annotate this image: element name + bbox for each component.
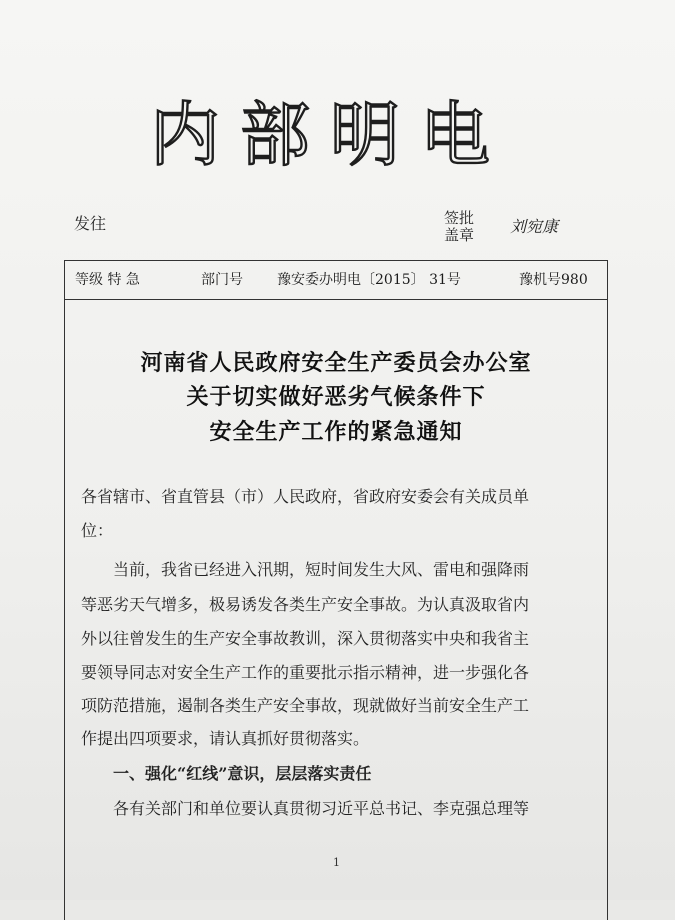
document-title: 内部明电 xyxy=(150,94,510,176)
body-line: 各有关部门和单位要认真贯彻习近平总书记、李克强总理等 xyxy=(81,799,530,818)
send-to-label: 发往 xyxy=(74,214,107,233)
section-heading: 一、强化“红线”意识，层层落实责任 xyxy=(81,764,372,783)
dept-number-label: 部门号 xyxy=(201,272,243,288)
seal-label: 盖章 xyxy=(444,226,475,244)
notice-title-line: 关于切实做好恶劣气候条件下 xyxy=(186,384,486,410)
body-line: 项防范措施，遏制各类生产安全事故，现就做好当前安全生产工 xyxy=(81,696,530,715)
body-line: 各省辖市、省直管县（市）人民政府，省政府安委会有关成员单 xyxy=(81,487,530,506)
notice-title-line: 河南省人民政府安全生产委员会办公室 xyxy=(140,350,532,376)
document-number: 豫安委办明电〔2015〕 31号 xyxy=(277,272,461,288)
signer-name: 刘宛康 xyxy=(510,217,559,236)
notice-title-line: 安全生产工作的紧急通知 xyxy=(209,419,463,445)
body-line: 外以往曾发生的生产安全事故教训，深入贯彻落实中央和我省主 xyxy=(81,629,530,648)
page-number: 1 xyxy=(333,856,340,869)
body-line: 当前，我省已经进入汛期，短时间发生大风、雷电和强降雨 xyxy=(81,560,530,579)
sign-label: 签批 xyxy=(444,209,475,227)
machine-number: 豫机号980 xyxy=(519,272,588,288)
body-line: 等恶劣天气增多，极易诱发各类生产安全事故。为认真汲取省内 xyxy=(81,595,530,614)
body-line: 位： xyxy=(81,521,114,540)
body-line: 要领导同志对安全生产工作的重要批示指示精神，进一步强化各 xyxy=(81,663,530,682)
urgency-level: 等级 特 急 xyxy=(75,272,140,288)
telegram-box xyxy=(64,260,608,920)
doc-info-row xyxy=(65,261,607,300)
body-line: 作提出四项要求，请认真抓好贯彻落实。 xyxy=(81,729,370,748)
